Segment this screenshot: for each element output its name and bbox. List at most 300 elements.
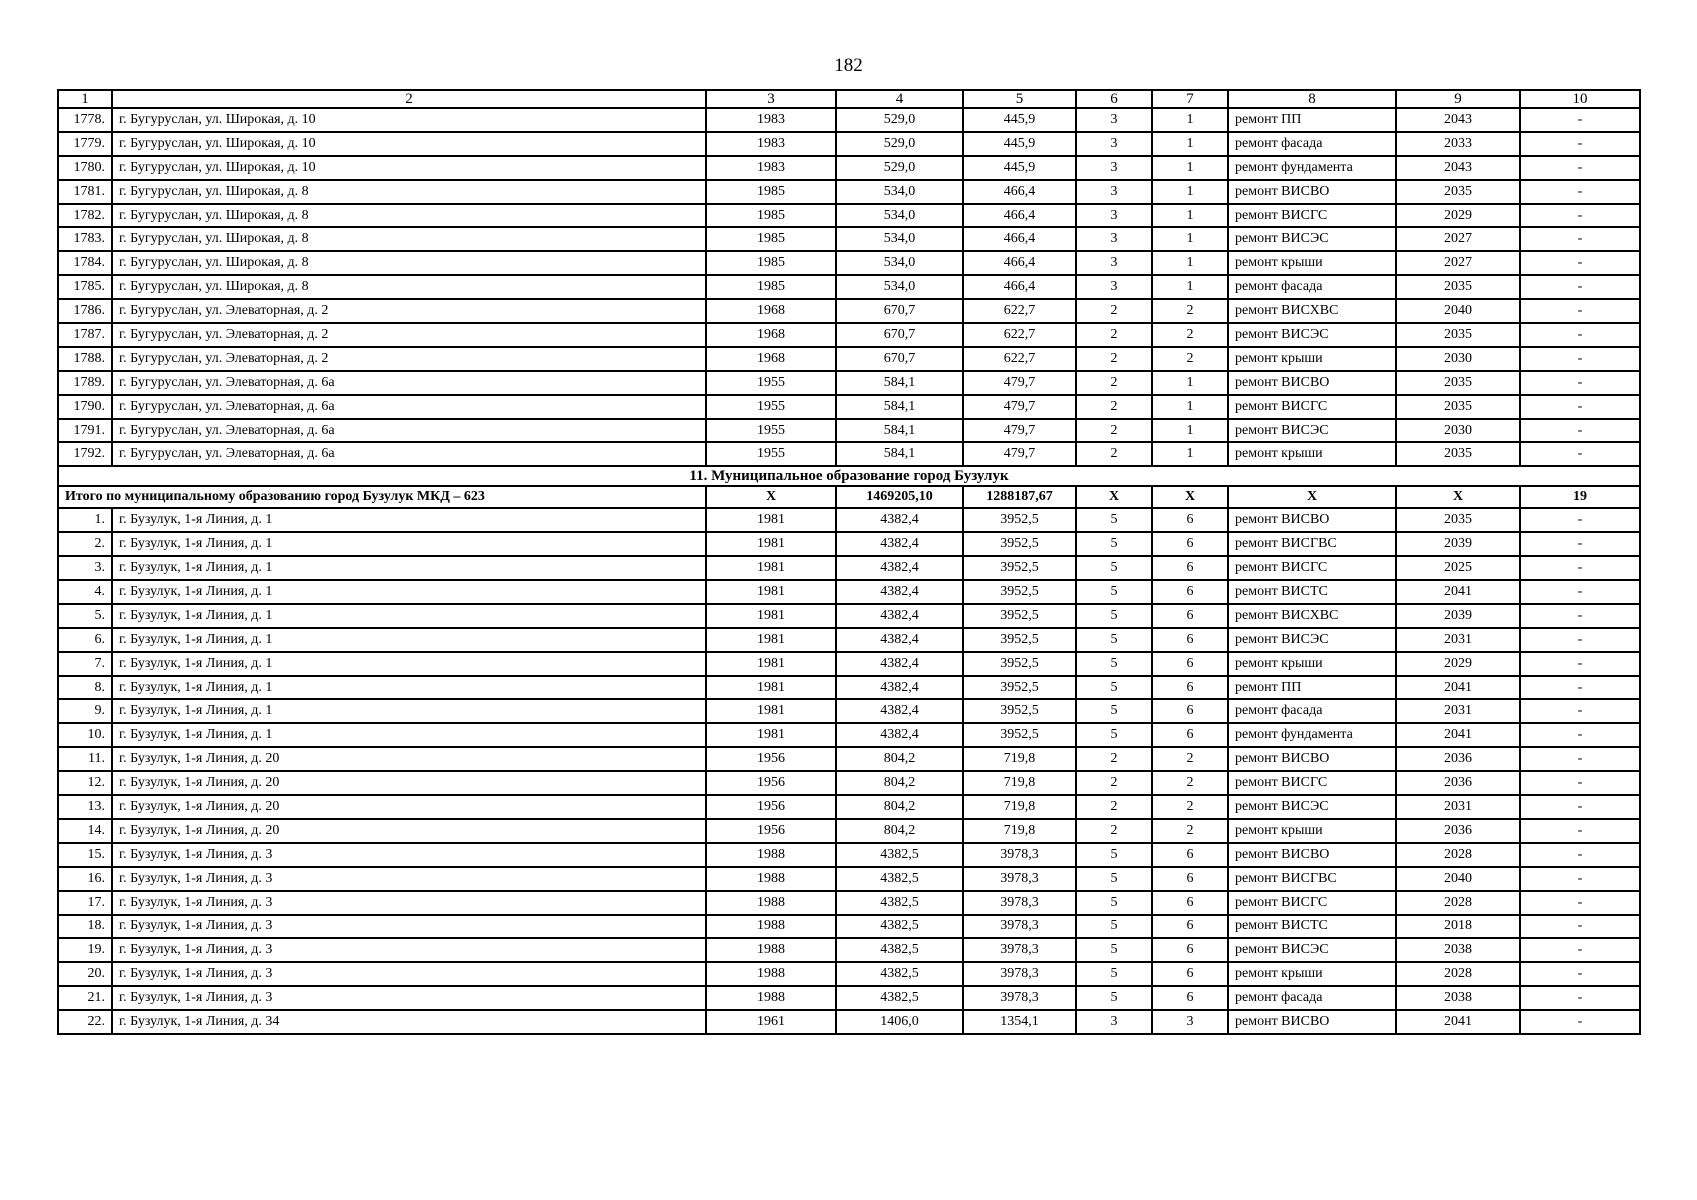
table-cell: 670,7: [836, 299, 963, 323]
table-row: [58, 1010, 1640, 1034]
table-cell: 6: [1152, 938, 1228, 962]
table-cell: 2: [1076, 323, 1152, 347]
table-cell: 1981: [706, 699, 836, 723]
table-cell: 1988: [706, 986, 836, 1010]
table-cell: 1955: [706, 395, 836, 419]
table-cell: -: [1520, 371, 1640, 395]
table-row: [58, 347, 1640, 371]
table-cell: -: [1520, 299, 1640, 323]
table-cell: 3: [1076, 132, 1152, 156]
table-cell: 5: [1076, 676, 1152, 700]
table-cell: ремонт фундамента: [1228, 156, 1396, 180]
table-cell: 2: [1152, 819, 1228, 843]
table-cell: 670,7: [836, 323, 963, 347]
table-cell: 1782.: [58, 204, 112, 228]
table-cell: -: [1520, 652, 1640, 676]
column-header: 7: [1152, 90, 1228, 108]
table-cell: 5: [1076, 628, 1152, 652]
table-row: [58, 747, 1640, 771]
table-cell: 4.: [58, 580, 112, 604]
table-cell: 1: [1152, 156, 1228, 180]
column-header: 4: [836, 90, 963, 108]
table-cell: 534,0: [836, 227, 963, 251]
table-cell: 5: [1076, 962, 1152, 986]
table-row: [58, 795, 1640, 819]
table-row: [58, 299, 1640, 323]
table-row: [58, 604, 1640, 628]
table-cell: ремонт ВИСЭС: [1228, 227, 1396, 251]
table-cell: ремонт фасада: [1228, 275, 1396, 299]
table-cell: 622,7: [963, 323, 1076, 347]
table-cell: г. Бузулук, 1-я Линия, д. 3: [112, 915, 706, 939]
table-cell: 2030: [1396, 419, 1520, 443]
table-cell: 1983: [706, 156, 836, 180]
table-row: [58, 962, 1640, 986]
table-cell: 3952,5: [963, 580, 1076, 604]
table-cell: 2: [1152, 299, 1228, 323]
table-cell: 1956: [706, 747, 836, 771]
table-cell: 2036: [1396, 819, 1520, 843]
total-cell: X: [1396, 486, 1520, 508]
table-cell: -: [1520, 347, 1640, 371]
table-cell: 2041: [1396, 580, 1520, 604]
table-cell: 1955: [706, 371, 836, 395]
table-cell: 21.: [58, 986, 112, 1010]
table-cell: ремонт ВИСХВС: [1228, 299, 1396, 323]
table-cell: ремонт ВИСГС: [1228, 556, 1396, 580]
table-cell: 445,9: [963, 156, 1076, 180]
table-cell: -: [1520, 108, 1640, 132]
table-cell: 3.: [58, 556, 112, 580]
table-cell: 5: [1076, 532, 1152, 556]
table-cell: 2: [1076, 442, 1152, 466]
table-cell: 1968: [706, 323, 836, 347]
table-cell: 1956: [706, 795, 836, 819]
table-cell: 14.: [58, 819, 112, 843]
table-cell: г. Бугуруслан, ул. Широкая, д. 8: [112, 275, 706, 299]
table-cell: 466,4: [963, 275, 1076, 299]
table-cell: 1981: [706, 508, 836, 532]
table-cell: ремонт ВИСВО: [1228, 843, 1396, 867]
table-cell: ремонт ВИСГС: [1228, 891, 1396, 915]
table-cell: 584,1: [836, 395, 963, 419]
table-cell: 1788.: [58, 347, 112, 371]
table-cell: 2: [1076, 347, 1152, 371]
table-cell: г. Бугуруслан, ул. Широкая, д. 8: [112, 227, 706, 251]
table-cell: ремонт ПП: [1228, 108, 1396, 132]
table-cell: 2: [1152, 347, 1228, 371]
table-row: [58, 371, 1640, 395]
table-cell: 13.: [58, 795, 112, 819]
table-cell: 5: [1076, 723, 1152, 747]
table-cell: 11.: [58, 747, 112, 771]
table-cell: -: [1520, 771, 1640, 795]
table-cell: 2035: [1396, 275, 1520, 299]
table-cell: г. Бузулук, 1-я Линия, д. 34: [112, 1010, 706, 1034]
table-cell: ремонт ВИСТС: [1228, 580, 1396, 604]
table-cell: 584,1: [836, 371, 963, 395]
table-cell: 2: [1152, 771, 1228, 795]
table-cell: 1781.: [58, 180, 112, 204]
table-cell: 5: [1076, 891, 1152, 915]
table-cell: 1: [1152, 371, 1228, 395]
table-cell: 1981: [706, 652, 836, 676]
table-cell: 1: [1152, 251, 1228, 275]
table-cell: 2031: [1396, 699, 1520, 723]
total-cell: X: [1076, 486, 1152, 508]
table-cell: 2040: [1396, 867, 1520, 891]
table-cell: г. Бугуруслан, ул. Элеваторная, д. 2: [112, 299, 706, 323]
table-cell: 6: [1152, 867, 1228, 891]
table-cell: 2: [1076, 771, 1152, 795]
table-cell: -: [1520, 532, 1640, 556]
table-cell: 1786.: [58, 299, 112, 323]
table-cell: г. Бугуруслан, ул. Широкая, д. 10: [112, 156, 706, 180]
table-cell: 3: [1076, 1010, 1152, 1034]
table-cell: 4382,5: [836, 938, 963, 962]
table-cell: г. Бугуруслан, ул. Элеваторная, д. 6а: [112, 371, 706, 395]
table-cell: г. Бузулук, 1-я Линия, д. 1: [112, 532, 706, 556]
table-cell: г. Бузулук, 1-я Линия, д. 1: [112, 604, 706, 628]
table-cell: 2039: [1396, 604, 1520, 628]
table-cell: 4382,5: [836, 891, 963, 915]
table-cell: 5: [1076, 556, 1152, 580]
table-cell: ремонт ВИСХВС: [1228, 604, 1396, 628]
table-cell: г. Бузулук, 1-я Линия, д. 3: [112, 891, 706, 915]
table-cell: 6: [1152, 508, 1228, 532]
table-cell: 4382,4: [836, 604, 963, 628]
table-row: [58, 132, 1640, 156]
table-cell: 6: [1152, 652, 1228, 676]
table-cell: 534,0: [836, 180, 963, 204]
table-cell: 18.: [58, 915, 112, 939]
table-cell: ремонт крыши: [1228, 347, 1396, 371]
table-cell: 1: [1152, 442, 1228, 466]
table-cell: 1785.: [58, 275, 112, 299]
table-cell: 3952,5: [963, 652, 1076, 676]
total-cell: X: [706, 486, 836, 508]
table-cell: -: [1520, 676, 1640, 700]
table-cell: 1985: [706, 251, 836, 275]
table-cell: 1783.: [58, 227, 112, 251]
table-cell: -: [1520, 204, 1640, 228]
table-cell: 6: [1152, 915, 1228, 939]
table-row: [58, 532, 1640, 556]
table-row: [58, 156, 1640, 180]
table-cell: г. Бугуруслан, ул. Элеваторная, д. 6а: [112, 442, 706, 466]
table-cell: 4382,4: [836, 580, 963, 604]
total-row: [58, 486, 1640, 508]
column-header: 6: [1076, 90, 1152, 108]
table-cell: 3952,5: [963, 556, 1076, 580]
table-cell: 2035: [1396, 323, 1520, 347]
table-cell: 2038: [1396, 986, 1520, 1010]
table-cell: 584,1: [836, 442, 963, 466]
table-cell: 4382,4: [836, 556, 963, 580]
table-cell: 1: [1152, 275, 1228, 299]
table-cell: 2: [1076, 819, 1152, 843]
table-row: [58, 652, 1640, 676]
table-cell: 2041: [1396, 723, 1520, 747]
table-cell: 2028: [1396, 962, 1520, 986]
table-cell: г. Бузулук, 1-я Линия, д. 1: [112, 556, 706, 580]
table-cell: 1789.: [58, 371, 112, 395]
table-cell: ремонт ВИСТС: [1228, 915, 1396, 939]
table-cell: 3978,3: [963, 915, 1076, 939]
table-cell: 2035: [1396, 180, 1520, 204]
table-cell: 3952,5: [963, 676, 1076, 700]
table-cell: 4382,4: [836, 508, 963, 532]
table-cell: ремонт ВИСГВС: [1228, 867, 1396, 891]
table-cell: 804,2: [836, 795, 963, 819]
table-cell: 15.: [58, 843, 112, 867]
table-row: [58, 180, 1640, 204]
table-cell: 2: [1152, 323, 1228, 347]
table-cell: 6.: [58, 628, 112, 652]
table-cell: 1: [1152, 419, 1228, 443]
table-cell: 719,8: [963, 771, 1076, 795]
table-cell: 466,4: [963, 204, 1076, 228]
table-cell: ремонт ВИСЭС: [1228, 795, 1396, 819]
table-cell: 2025: [1396, 556, 1520, 580]
table-cell: 3: [1076, 108, 1152, 132]
table-cell: 3952,5: [963, 532, 1076, 556]
table-cell: 4382,5: [836, 962, 963, 986]
table-cell: ремонт ВИСВО: [1228, 508, 1396, 532]
table-row: [58, 819, 1640, 843]
table-cell: ремонт крыши: [1228, 442, 1396, 466]
table-cell: 1787.: [58, 323, 112, 347]
table-cell: -: [1520, 180, 1640, 204]
table-cell: 3: [1076, 156, 1152, 180]
table-cell: г. Бузулук, 1-я Линия, д. 3: [112, 962, 706, 986]
table-cell: 1983: [706, 108, 836, 132]
table-cell: 1779.: [58, 132, 112, 156]
table-cell: 12.: [58, 771, 112, 795]
table-cell: 6: [1152, 699, 1228, 723]
table-cell: 2039: [1396, 532, 1520, 556]
table-row: [58, 508, 1640, 532]
table-cell: 2: [1076, 747, 1152, 771]
total-cell: 1288187,67: [963, 486, 1076, 508]
table-cell: ремонт фасада: [1228, 986, 1396, 1010]
table-cell: 6: [1152, 723, 1228, 747]
table-row: [58, 580, 1640, 604]
table-cell: 4382,5: [836, 986, 963, 1010]
table-cell: 2: [1076, 395, 1152, 419]
total-cell: 19: [1520, 486, 1640, 508]
table-cell: 2.: [58, 532, 112, 556]
table-cell: 5: [1076, 915, 1152, 939]
table-cell: ремонт ВИСЭС: [1228, 323, 1396, 347]
table-cell: 17.: [58, 891, 112, 915]
table-cell: 479,7: [963, 419, 1076, 443]
table-cell: 1: [1152, 395, 1228, 419]
table-cell: 719,8: [963, 819, 1076, 843]
table-cell: 2036: [1396, 747, 1520, 771]
table-cell: 2035: [1396, 508, 1520, 532]
table-cell: 670,7: [836, 347, 963, 371]
table-cell: 479,7: [963, 371, 1076, 395]
table-cell: 1.: [58, 508, 112, 532]
table-cell: 4382,4: [836, 628, 963, 652]
table-row: [58, 676, 1640, 700]
table-cell: г. Бугуруслан, ул. Элеваторная, д. 6а: [112, 419, 706, 443]
table-cell: ремонт крыши: [1228, 652, 1396, 676]
table-cell: 1792.: [58, 442, 112, 466]
table-cell: 1983: [706, 132, 836, 156]
table-cell: 1780.: [58, 156, 112, 180]
table-row: [58, 395, 1640, 419]
table-cell: 1981: [706, 604, 836, 628]
table-cell: 2035: [1396, 371, 1520, 395]
table-cell: 1985: [706, 227, 836, 251]
table-row: [58, 891, 1640, 915]
table-cell: -: [1520, 795, 1640, 819]
table-cell: г. Бугуруслан, ул. Элеваторная, д. 2: [112, 347, 706, 371]
table-cell: 2: [1152, 747, 1228, 771]
table-cell: 3952,5: [963, 699, 1076, 723]
table-cell: -: [1520, 747, 1640, 771]
table-cell: 5.: [58, 604, 112, 628]
total-cell: 1469205,10: [836, 486, 963, 508]
table-cell: -: [1520, 156, 1640, 180]
table-cell: 2036: [1396, 771, 1520, 795]
table-cell: -: [1520, 395, 1640, 419]
table-cell: 2043: [1396, 156, 1520, 180]
table-cell: 2043: [1396, 108, 1520, 132]
table-cell: г. Бузулук, 1-я Линия, д. 20: [112, 747, 706, 771]
table-cell: ремонт ВИСГС: [1228, 771, 1396, 795]
table-cell: г. Бузулук, 1-я Линия, д. 3: [112, 938, 706, 962]
table-cell: 10.: [58, 723, 112, 747]
table-cell: 584,1: [836, 419, 963, 443]
table-cell: 2035: [1396, 442, 1520, 466]
table-cell: 4382,5: [836, 915, 963, 939]
table-cell: г. Бузулук, 1-я Линия, д. 1: [112, 699, 706, 723]
table-cell: 534,0: [836, 251, 963, 275]
table-cell: г. Бугуруслан, ул. Широкая, д. 8: [112, 251, 706, 275]
table-cell: 2040: [1396, 299, 1520, 323]
table-cell: ремонт крыши: [1228, 962, 1396, 986]
table-cell: ремонт ВИСЭС: [1228, 938, 1396, 962]
page-number: 182: [834, 55, 863, 76]
table-cell: 529,0: [836, 108, 963, 132]
table-cell: 3978,3: [963, 962, 1076, 986]
table-cell: 445,9: [963, 108, 1076, 132]
table-cell: 3978,3: [963, 986, 1076, 1010]
table-cell: 4382,4: [836, 676, 963, 700]
table-cell: -: [1520, 938, 1640, 962]
table-cell: 1956: [706, 771, 836, 795]
table-row: [58, 723, 1640, 747]
table-cell: ремонт ВИСВО: [1228, 180, 1396, 204]
table-cell: 3: [1076, 227, 1152, 251]
table-cell: 2027: [1396, 227, 1520, 251]
table-cell: 8.: [58, 676, 112, 700]
table-cell: 1791.: [58, 419, 112, 443]
table-cell: ремонт фасада: [1228, 132, 1396, 156]
table-cell: 3: [1076, 204, 1152, 228]
table-cell: -: [1520, 442, 1640, 466]
table-cell: -: [1520, 604, 1640, 628]
table-cell: -: [1520, 323, 1640, 347]
table-cell: 1988: [706, 962, 836, 986]
table-cell: 1: [1152, 132, 1228, 156]
table-cell: 7.: [58, 652, 112, 676]
table-cell: ремонт крыши: [1228, 251, 1396, 275]
column-header-row: [58, 90, 1640, 108]
table-cell: 6: [1152, 604, 1228, 628]
column-header: 2: [112, 90, 706, 108]
table-cell: 2035: [1396, 395, 1520, 419]
table-cell: ремонт ВИСЭС: [1228, 419, 1396, 443]
table-cell: 1981: [706, 556, 836, 580]
table-row: [58, 227, 1640, 251]
table-cell: 1988: [706, 867, 836, 891]
table-cell: 1968: [706, 299, 836, 323]
table-cell: г. Бузулук, 1-я Линия, д. 1: [112, 628, 706, 652]
table-cell: 534,0: [836, 275, 963, 299]
table-cell: 6: [1152, 986, 1228, 1010]
table-cell: -: [1520, 419, 1640, 443]
table-cell: 2028: [1396, 843, 1520, 867]
table-cell: 3: [1076, 275, 1152, 299]
table-cell: г. Бузулук, 1-я Линия, д. 20: [112, 819, 706, 843]
table-cell: 445,9: [963, 132, 1076, 156]
table-cell: 4382,4: [836, 652, 963, 676]
table-row: [58, 843, 1640, 867]
table-cell: 6: [1152, 843, 1228, 867]
total-cell: X: [1152, 486, 1228, 508]
table-cell: 2030: [1396, 347, 1520, 371]
table-cell: 1: [1152, 108, 1228, 132]
table-cell: 5: [1076, 867, 1152, 891]
table-cell: г. Бузулук, 1-я Линия, д. 20: [112, 795, 706, 819]
table-cell: 3: [1152, 1010, 1228, 1034]
table-cell: 1981: [706, 532, 836, 556]
table-cell: 719,8: [963, 795, 1076, 819]
table-cell: 534,0: [836, 204, 963, 228]
table-cell: 3952,5: [963, 604, 1076, 628]
table-cell: 3978,3: [963, 891, 1076, 915]
table-cell: 4382,4: [836, 532, 963, 556]
table-cell: -: [1520, 986, 1640, 1010]
table-cell: 2031: [1396, 628, 1520, 652]
table-cell: -: [1520, 843, 1640, 867]
column-header: 8: [1228, 90, 1396, 108]
table-cell: -: [1520, 251, 1640, 275]
table-cell: 5: [1076, 986, 1152, 1010]
table-cell: -: [1520, 556, 1640, 580]
table-cell: ремонт фасада: [1228, 699, 1396, 723]
table-cell: ремонт ВИСГС: [1228, 395, 1396, 419]
table-row: [58, 771, 1640, 795]
table-cell: г. Бузулук, 1-я Линия, д. 1: [112, 676, 706, 700]
column-header: 3: [706, 90, 836, 108]
table-cell: 5: [1076, 843, 1152, 867]
table-cell: 2: [1076, 299, 1152, 323]
table-cell: 2: [1152, 795, 1228, 819]
table-cell: ремонт крыши: [1228, 819, 1396, 843]
table-body: [58, 90, 1640, 1034]
table-cell: г. Бузулук, 1-я Линия, д. 1: [112, 723, 706, 747]
table-cell: 466,4: [963, 251, 1076, 275]
table-cell: ремонт ВИСВО: [1228, 371, 1396, 395]
table-cell: 6: [1152, 628, 1228, 652]
table-cell: 22.: [58, 1010, 112, 1034]
table-cell: 622,7: [963, 347, 1076, 371]
